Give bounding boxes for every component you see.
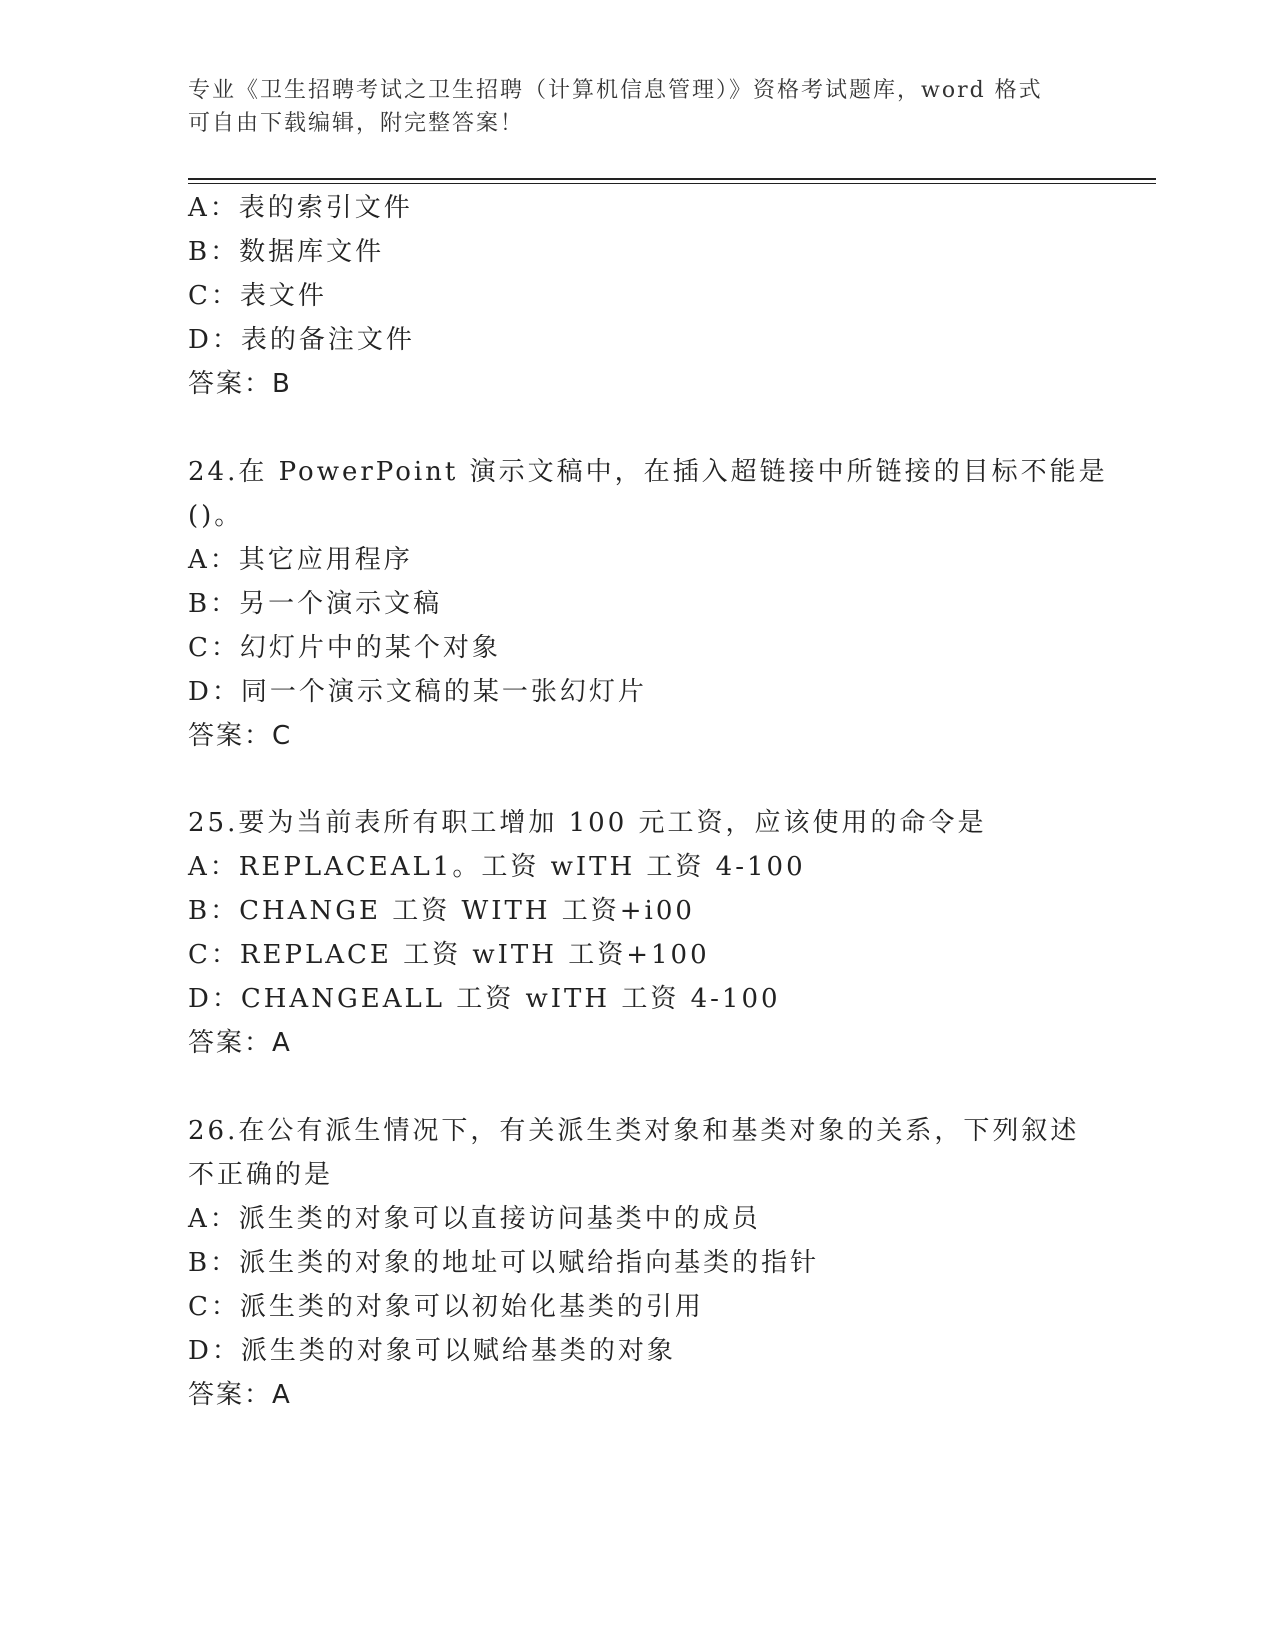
q26-stem-line-2: 不正确的是 xyxy=(188,1160,334,1190)
q25-answer: 答案：A xyxy=(188,1028,292,1058)
q23-option-d: D：表的备注文件 xyxy=(188,325,415,355)
q24-option-a: A：其它应用程序 xyxy=(188,545,413,575)
q23-option-a: A：表的索引文件 xyxy=(188,193,413,223)
header-divider-thin xyxy=(188,183,1156,184)
q25-option-c: C：REPLACE 工资 wITH 工资+100 xyxy=(188,940,710,970)
q25-option-b: B：CHANGE 工资 WITH 工资+i00 xyxy=(188,896,695,926)
q26-option-c: C：派生类的对象可以初始化基类的引用 xyxy=(188,1292,704,1322)
q24-option-d: D：同一个演示文稿的某一张幻灯片 xyxy=(188,677,647,707)
q26-option-d: D：派生类的对象可以赋给基类的对象 xyxy=(188,1336,676,1366)
q24-option-c: C：幻灯片中的某个对象 xyxy=(188,633,501,663)
q24-option-b: B：另一个演示文稿 xyxy=(188,589,443,619)
q23-option-b: B：数据库文件 xyxy=(188,237,385,267)
q26-option-a: A：派生类的对象可以直接访问基类中的成员 xyxy=(188,1204,761,1234)
q24-answer: 答案：C xyxy=(188,721,293,751)
q24-stem-line-2: ()。 xyxy=(188,501,244,531)
q26-answer: 答案：A xyxy=(188,1380,292,1410)
header-line-1: 专业《卫生招聘考试之卫生招聘（计算机信息管理）》资格考试题库，word 格式 xyxy=(188,78,1043,103)
q23-answer: 答案：B xyxy=(188,369,292,399)
q26-option-b: B：派生类的对象的地址可以赋给指向基类的指针 xyxy=(188,1248,820,1278)
document-header xyxy=(188,74,1068,140)
header-line-2: 可自由下载编辑，附完整答案！ xyxy=(188,111,525,136)
header-divider-thick xyxy=(188,178,1156,180)
q24-stem-line-1: 24.在 PowerPoint 演示文稿中，在插入超链接中所链接的目标不能是 xyxy=(188,457,1108,487)
q25-option-a: A：REPLACEAL1。工资 wITH 工资 4-100 xyxy=(188,852,806,882)
q25-option-d: D：CHANGEALL 工资 wITH 工资 4-100 xyxy=(188,984,781,1014)
q26-stem-line-1: 26.在公有派生情况下，有关派生类对象和基类对象的关系，下列叙述 xyxy=(188,1116,1080,1146)
q25-stem-line-1: 25.要为当前表所有职工增加 100 元工资，应该使用的命令是 xyxy=(188,808,987,838)
q23-option-c: C：表文件 xyxy=(188,281,327,311)
